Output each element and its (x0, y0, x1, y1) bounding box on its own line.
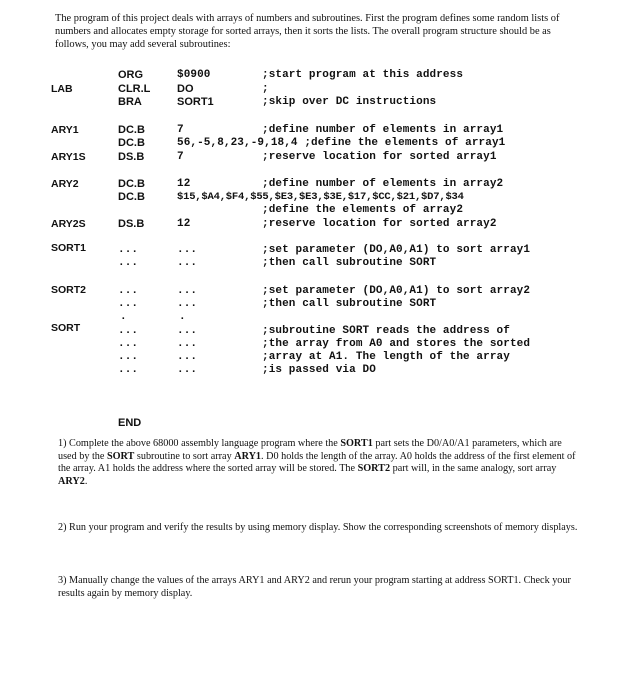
code-operand: $15,$A4,$F4,$55,$E3,$E3,$3E,$17,$CC,$21,$D7,$34 (177, 191, 464, 203)
code-label: SORT2 (51, 284, 87, 296)
code-op: ... (118, 338, 139, 350)
code-op: ... (118, 325, 139, 337)
code-comment: ;is passed via DO (262, 364, 376, 376)
code-comment: ;start program at this address (262, 69, 464, 81)
code-operand: ... (177, 298, 198, 310)
code-op: DS.B (118, 151, 145, 163)
code-operand: SORT1 (177, 96, 214, 108)
code-label: ARY1S (51, 151, 86, 163)
code-operand: 56,-5,8,23,-9,18,4 ;define the elements of array1 (177, 137, 506, 149)
code-operand: DO (177, 83, 194, 95)
code-operand: ... (177, 244, 198, 256)
code-label: SORT1 (51, 242, 87, 254)
code-op: CLR.L (118, 83, 151, 95)
code-label: LAB (51, 83, 73, 95)
code-comment: ;subroutine SORT reads the address of (262, 325, 510, 337)
q1-bold: ARY1 (234, 450, 262, 462)
q1-text: . (84, 475, 88, 487)
code-comment: ;define the elements of array2 (262, 204, 464, 216)
code-operand: ... (177, 351, 198, 363)
code-comment: ;array at A1. The length of the array (262, 351, 510, 363)
code-label: SORT (51, 322, 81, 334)
code-op: ... (118, 364, 139, 376)
code-operand: $0900 (177, 69, 211, 81)
code-end: END (118, 417, 142, 429)
code-op: ... (118, 257, 139, 269)
code-op: DS.B (118, 218, 145, 230)
code-comment: ;then call subroutine SORT (262, 298, 437, 310)
code-comment: ;define number of elements in array1 (262, 124, 504, 136)
code-comment: ;skip over DC instructions (262, 96, 437, 108)
code-op: ORG (118, 69, 144, 81)
code-op: ... (118, 351, 139, 363)
q1-bold: SORT2 (357, 463, 391, 475)
code-op: ... (118, 244, 139, 256)
code-label: ARY2S (51, 218, 86, 230)
q1-bold: SORT (106, 450, 135, 462)
code-operand: 12 (177, 218, 191, 230)
q1-bold: SORT1 (340, 438, 373, 449)
code-op: DC.B (118, 124, 145, 136)
code-operand: ... (177, 364, 198, 376)
code-op: ... (118, 298, 139, 310)
code-comment: ;reserve location for sorted array1 (262, 151, 497, 163)
code-operand: ... (177, 285, 198, 297)
code-operand: ... (177, 338, 198, 350)
question-1 (58, 438, 578, 488)
code-comment: ;set parameter (DO,A0,A1) to sort array1 (262, 244, 531, 256)
q1-bold: ARY2 (58, 475, 85, 487)
q1-text: part will, in the same analogy, sort array (390, 463, 557, 475)
code-label: ARY2 (51, 178, 79, 190)
code-operand: ... (177, 257, 198, 269)
code-ellipsis-dot: . (179, 311, 186, 323)
code-operand: 12 (177, 178, 191, 190)
q1-text: . D0 holds the length of the array. A0 holds the address of the first element of the array. A1 holds the address where the sorted array will be stored. The (58, 450, 576, 475)
code-op: BRA (118, 96, 142, 108)
code-ellipsis-dot: . (120, 311, 127, 323)
code-operand: 7 (177, 151, 184, 163)
q1-text: 1) Complete the above 68000 assembly language program where the (58, 438, 341, 449)
code-comment: ;reserve location for sorted array2 (262, 218, 497, 230)
code-comment: ;the array from A0 and stores the sorted (262, 338, 531, 350)
q1-text: part sets the D0/A0/A1 parameters, which are used by the (58, 438, 562, 462)
code-comment: ; (262, 83, 269, 95)
question-2: 2) Run your program and verify the results by using memory display. Show the corresponding screenshots of memory displays. (58, 522, 578, 533)
code-comment: ;set parameter (DO,A0,A1) to sort array2 (262, 285, 531, 297)
question-3: 3) Manually change the values of the arrays ARY1 and ARY2 and rerun your program starting at address SORT1. Check your results again by memory display. (58, 575, 571, 599)
code-op: ... (118, 285, 139, 297)
code-comment: ;then call subroutine SORT (262, 257, 437, 269)
code-comment: ;define number of elements in array2 (262, 178, 504, 190)
code-op: DC.B (118, 191, 145, 203)
intro-paragraph: The program of this project deals with arrays of numbers and subroutines. First the program defines some random lists of numbers and allocates empty storage for sorted arrays, then it sorts the lists. The overall program structure should be as follows, you may add several subroutines: (55, 13, 560, 50)
code-label: ARY1 (51, 124, 79, 136)
q1-text: subroutine to sort array (134, 450, 235, 462)
code-operand: ... (177, 325, 198, 337)
code-op: DC.B (118, 137, 145, 149)
code-operand: 7 (177, 124, 184, 136)
code-op: DC.B (118, 178, 145, 190)
